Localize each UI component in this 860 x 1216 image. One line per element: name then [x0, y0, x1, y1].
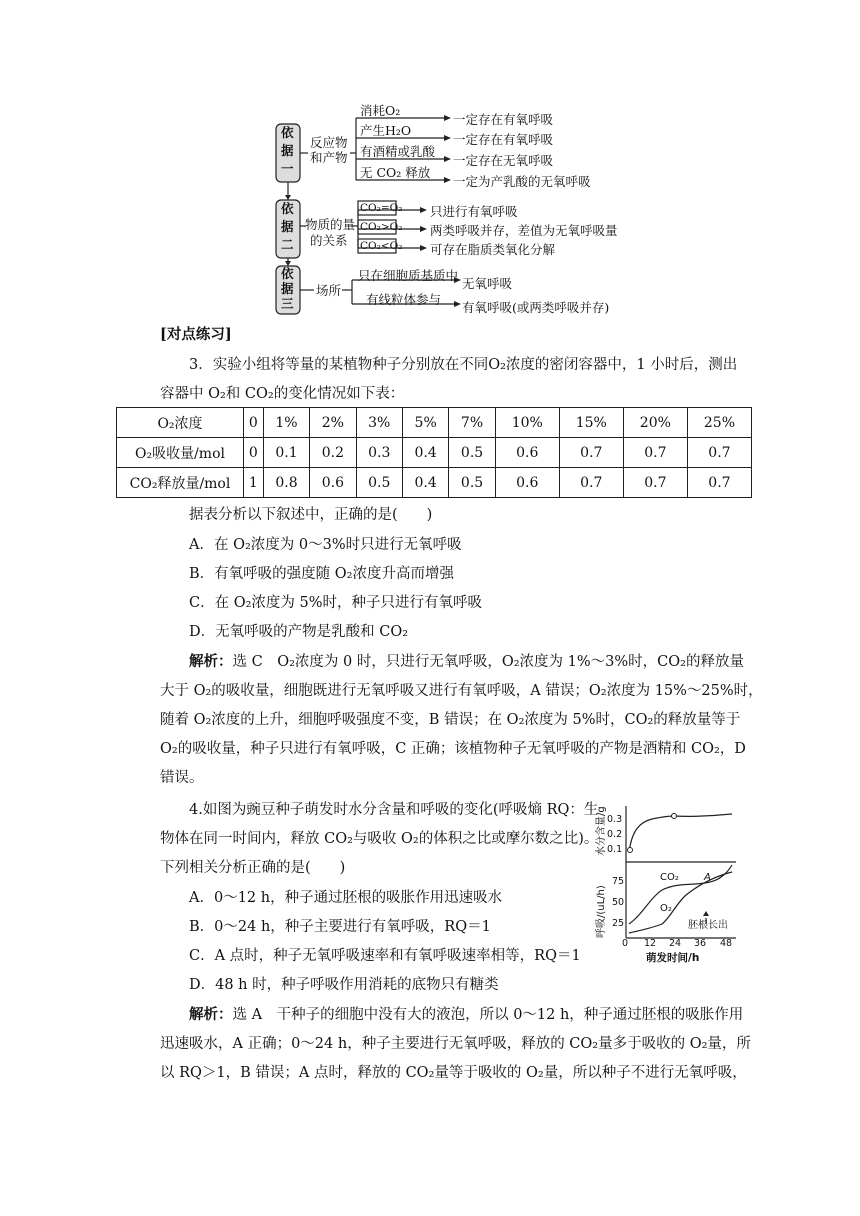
table-row	[117, 468, 752, 498]
table-cell: 0.4	[402, 468, 448, 498]
ytick-top: 0.3	[607, 814, 623, 825]
table-cell: 0.7	[623, 468, 687, 498]
table-header-row	[117, 408, 752, 438]
b1-item-2: 产生H₂O	[360, 123, 412, 138]
q3-analysis-line-1	[189, 652, 744, 672]
xtick: 0	[622, 938, 629, 949]
xtick: 24	[669, 938, 682, 949]
label-o2: O₂	[660, 903, 672, 914]
table-cell: 15%	[559, 408, 623, 438]
basis-3-label: 依据三	[281, 266, 294, 311]
analysis-text: 选 C O₂浓度为 0 时，只进行无氧呼吸，O₂浓度为 1%～3%时，CO₂的释放量	[232, 654, 744, 670]
table-cell: 0.6	[495, 438, 559, 468]
table-cell: 7%	[449, 408, 495, 438]
b2-item-1: CO₂=O₂	[360, 202, 403, 214]
table-cell: 0.7	[687, 438, 751, 468]
basis-1-criterion-l1: 反应物	[310, 135, 348, 150]
table-cell: 0	[244, 408, 264, 438]
q3-analysis-line-2: 大于 O₂的吸收量，细胞既进行无氧呼吸又进行有氧呼吸，A 错误；O₂浓度为 15%～25%时，	[160, 683, 763, 699]
xtick: 36	[694, 938, 707, 949]
ytick-bottom: 75	[612, 876, 625, 887]
q4-option-c: C．A 点时，种子无氧呼吸速率和有氧呼吸速率相等，RQ＝1	[189, 948, 581, 964]
table-cell: 3%	[356, 408, 402, 438]
table-cell: 10%	[495, 408, 559, 438]
q4-stem-line-2: 物体在同一时间内，释放 CO₂与吸收 O₂的体积之比或摩尔数之比)。	[160, 831, 599, 847]
section-title: [对点练习]	[160, 326, 232, 343]
b1-item-3: 有酒精或乳酸	[360, 144, 436, 159]
q4-analysis-line-2: 迅速吸水，A 正确；0～24 h，种子主要进行无氧呼吸，释放的 CO₂量多于吸收的 O₂量，所	[160, 1036, 751, 1052]
table-cell: 0.6	[495, 468, 559, 498]
b2-result-3: 可存在脂质类氧化分解	[430, 242, 556, 257]
label-point-a: A	[704, 872, 711, 883]
q4-analysis-line-3: 以 RQ＞1，B 错误；A 点时，释放的 CO₂量等于吸收的 O₂量，所以种子不进行无氧呼吸，	[160, 1065, 747, 1081]
table-cell: 0.6	[310, 468, 356, 498]
xtick: 48	[720, 938, 733, 949]
analysis-text: 选 A 干种子的细胞中没有大的液泡，所以 0～12 h，种子通过胚根的吸胀作用	[232, 1007, 744, 1023]
b2-item-2: CO₂>O₂	[360, 221, 403, 233]
table-cell: 0	[244, 438, 264, 468]
germination-figure	[590, 800, 748, 972]
table-row	[117, 438, 752, 468]
q4-option-a: A．0～12 h，种子通过胚根的吸胀作用迅速吸水	[189, 890, 503, 906]
q3-stem-line-1: 3．实验小组将等量的某植物种子分别放在不同O₂浓度的密闭容器中，1 小时后，测出	[189, 357, 738, 373]
ytick-bottom: 50	[612, 897, 625, 908]
label-co2: CO₂	[660, 872, 679, 883]
b2-item-3: CO₂<O₂	[360, 240, 403, 252]
table-cell: 1%	[263, 408, 309, 438]
ytick-top: 0.2	[607, 829, 623, 840]
q3-option-b: B．有氧呼吸的强度随 O₂浓度升高而增强	[189, 566, 454, 582]
table-cell: O₂浓度	[117, 408, 244, 438]
table-cell: 0.5	[356, 468, 402, 498]
table-cell: 1	[244, 468, 264, 498]
basis-1-label: 依据一	[281, 125, 294, 176]
analysis-label: 解析：	[189, 653, 233, 670]
b2-result-1: 只进行有氧呼吸	[430, 204, 518, 219]
table-cell: 20%	[623, 408, 687, 438]
table-cell: 0.7	[559, 438, 623, 468]
basis-1-criterion-l2: 和产物	[310, 150, 348, 165]
table-cell: O₂吸收量/mol	[117, 438, 244, 468]
b2-result-2: 两类呼吸并存，差值为无氧呼吸量	[430, 223, 618, 238]
basis-2-criterion-l1: 物质的量	[305, 217, 356, 232]
b1-result-1: 一定存在有氧呼吸	[453, 112, 554, 127]
table-cell: 0.3	[356, 438, 402, 468]
ylabel-bottom: 呼吸/(uL/h)	[596, 885, 607, 938]
ytick-top: 0.1	[607, 844, 623, 855]
xlabel: 萌发时间/h	[646, 952, 700, 964]
q4-analysis-line-1	[189, 1005, 743, 1025]
basis-2-criterion-l2: 的关系	[310, 233, 348, 248]
table-cell: 0.8	[263, 468, 309, 498]
q3-data-table	[116, 407, 752, 498]
basis-2-label: 依据二	[281, 201, 294, 252]
q3-stem-line-2: 容器中 O₂和 CO₂的变化情况如下表：	[160, 386, 405, 402]
b1-item-4: 无 CO₂ 释放	[360, 165, 431, 180]
label-root-emerge: 胚根长出	[688, 920, 728, 931]
table-cell: 5%	[402, 408, 448, 438]
q3-ask: 据表分析以下叙述中，正确的是( )	[189, 507, 433, 523]
table-cell: 0.2	[310, 438, 356, 468]
q4-stem-line-3: 下列相关分析正确的是( )	[160, 860, 346, 876]
table-cell: 0.1	[263, 438, 309, 468]
q3-option-d: D．无氧呼吸的产物是乳酸和 CO₂	[189, 624, 409, 640]
b3-item-2: 有线粒体参与	[366, 292, 442, 307]
q3-analysis-line-3: 随着 O₂浓度的上升，细胞呼吸强度不变，B 错误；在 O₂浓度为 5%时，CO₂的释放量等于	[160, 712, 741, 728]
q3-option-a: A．在 O₂浓度为 0～3%时只进行无氧呼吸	[189, 537, 462, 553]
table-cell: 0.5	[449, 468, 495, 498]
table-cell: 25%	[687, 408, 751, 438]
ytick-bottom: 25	[612, 918, 625, 929]
analysis-label: 解析：	[189, 1006, 233, 1023]
b1-result-4: 一定为产乳酸的无氧呼吸	[453, 174, 591, 189]
xtick: 12	[644, 938, 657, 949]
basis-3-criterion: 场所	[316, 283, 342, 298]
table-cell: 0.4	[402, 438, 448, 468]
q3-option-c: C．在 O₂浓度为 5%时，种子只进行有氧呼吸	[189, 595, 483, 611]
table-cell: 0.5	[449, 438, 495, 468]
b1-item-1: 消耗O₂	[360, 103, 401, 118]
q4-option-b: B．0～24 h，种子主要进行有氧呼吸，RQ＝1	[189, 919, 491, 935]
table-cell: 0.7	[559, 468, 623, 498]
b1-result-2: 一定存在有氧呼吸	[453, 132, 554, 147]
q4-stem-line-1: 4.如图为豌豆种子萌发时水分含量和呼吸的变化(呼吸熵 RQ：生	[189, 802, 599, 818]
b3-result-2: 有氧呼吸(或两类呼吸并存)	[462, 300, 610, 315]
b3-item-1: 只在细胞质基质中	[358, 268, 459, 283]
table-cell: 0.7	[687, 468, 751, 498]
ylabel-top: 水分含量/g	[596, 806, 607, 856]
q4-option-d: D．48 h 时，种子呼吸作用消耗的底物只有糖类	[189, 977, 499, 993]
b3-result-1: 无氧呼吸	[462, 276, 513, 291]
b1-result-3: 一定存在无氧呼吸	[453, 153, 554, 168]
table-cell: CO₂释放量/mol	[117, 468, 244, 498]
table-cell: 0.7	[623, 438, 687, 468]
table-cell: 2%	[310, 408, 356, 438]
q3-analysis-line-5: 错误。	[160, 770, 204, 786]
q3-analysis-line-4: O₂的吸收量，种子只进行有氧呼吸，C 正确；该植物种子无氧呼吸的产物是酒精和 CO₂，D	[160, 741, 746, 757]
